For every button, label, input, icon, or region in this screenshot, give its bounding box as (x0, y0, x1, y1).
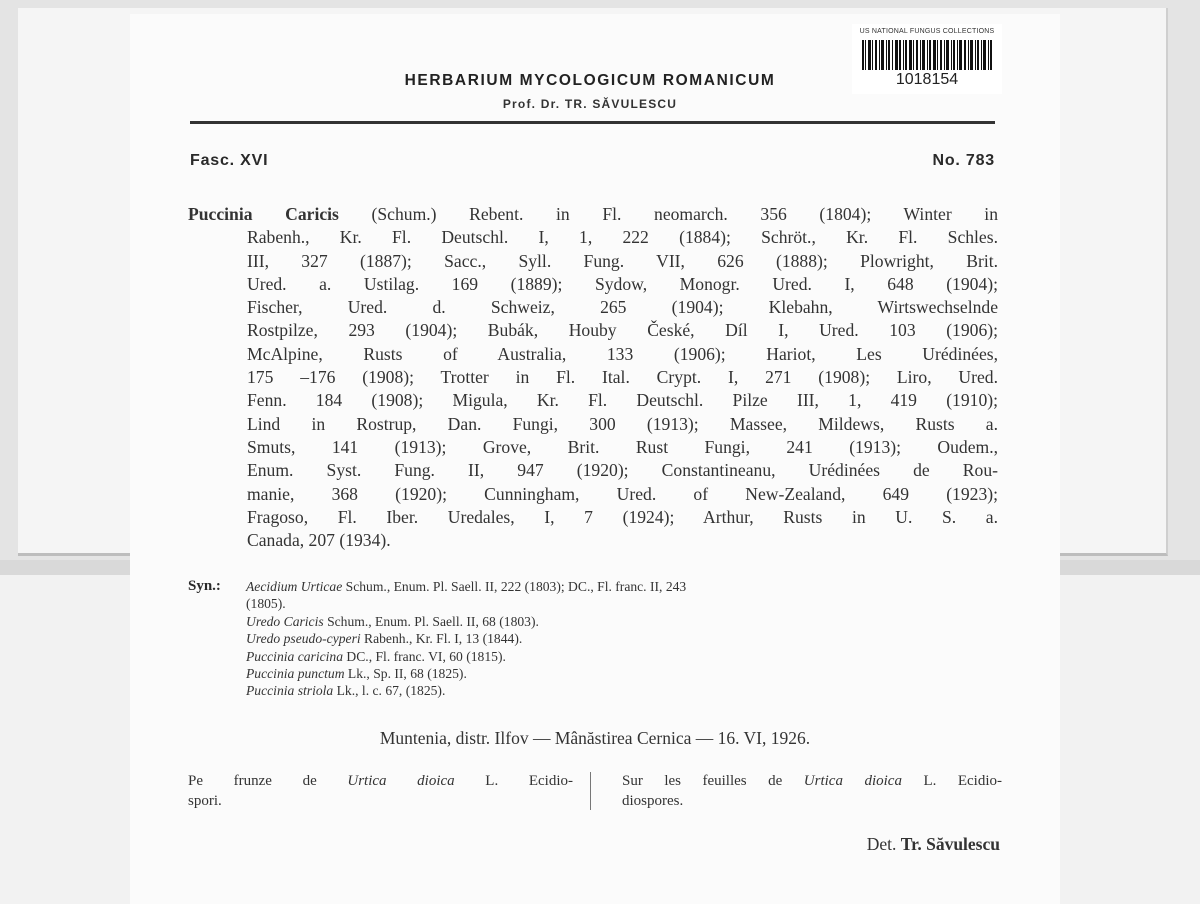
synonym-name: Uredo Caricis (246, 613, 324, 629)
synonym-ref: Lk., l. c. 67, (1825). (333, 683, 446, 699)
synonym-item (246, 648, 1006, 665)
citation-line: Ured. a. Ustilag. 169 (1889); Sydow, Monogr. Ured. I, 648 (1904); (247, 273, 998, 294)
host-pre: Pe frunze de (188, 773, 348, 789)
determiner (867, 834, 1000, 855)
herbarium-subtitle: Prof. Dr. TR. SĂVULESCU (502, 97, 678, 111)
citation-line: Rostpilze, 293 (1904); Bubák, Houby České, Díl I, Ured. 103 (1906); (247, 320, 998, 341)
synonym-ref: Schum., Enum. Pl. Saell. II, 68 (1803). (323, 613, 539, 629)
citation-line: Fenn. 184 (1908); Migula, Kr. Fl. Deutschl. Pilze III, 1, 419 (1910); (247, 390, 998, 411)
citation-line: 175 –176 (1908); Trotter in Fl. Ital. Crypt. I, 271 (1908); Liro, Ured. (247, 367, 998, 388)
determiner-name: Tr. Săvulescu (900, 834, 1000, 854)
citation-line: Smuts, 141 (1913); Grove, Brit. Rust Fungi, 241 (1913); Oudem., (247, 436, 998, 457)
barcode-number: 1018154 (895, 71, 959, 88)
synonym-ref: Schum., Enum. Pl. Saell. II, 222 (1803); DC., Fl. franc. II, 243 (342, 579, 687, 594)
specimen-number: No. 783 (932, 152, 995, 169)
citation-line: Rabenh., Kr. Fl. Deutschl. I, 1, 222 (1884); Schröt., Kr. Fl. Schles. (247, 227, 998, 248)
species-name: Puccinia Caricis (188, 204, 339, 224)
synonym-name: Puccinia punctum (246, 666, 345, 682)
synonym-item (246, 613, 1006, 630)
citation-line: Lind in Rostrup, Dan. Fungi, 300 (1913); Massee, Mildews, Rusts a. (247, 413, 998, 434)
synonyms-list (246, 578, 1006, 700)
collection-locality: Muntenia, distr. Ilfov — Mânăstirea Cernica — 16. VI, 1926. (379, 728, 811, 748)
synonym-ref: Rabenh., Kr. Fl. I, 13 (1844). (360, 631, 523, 647)
host-post: L. Ecidio- (454, 773, 574, 789)
citation-line: Fischer, Ured. d. Schweiz, 265 (1904); Klebahn, Wirtswechselnde (247, 297, 998, 318)
host-line: spori. (188, 793, 222, 809)
synonym-ref: Lk., Sp. II, 68 (1825). (344, 666, 467, 682)
barcode-title: US NATIONAL FUNGUS COLLECTIONS (859, 28, 995, 35)
host-line: diospores. (622, 793, 684, 809)
synonyms-label: Syn.: (188, 578, 221, 594)
citation-block (188, 203, 998, 552)
host-line (622, 771, 1002, 791)
barcode-icon (862, 40, 992, 70)
citation-line: III, 327 (1887); Sacc., Syll. Fung. VII, 626 (1888); Plowright, Brit. (247, 250, 998, 271)
citation-line: McAlpine, Rusts of Australia, 133 (1906); Hariot, Les Urédinées, (247, 343, 998, 364)
host-pre: Sur les feuilles de (622, 773, 804, 789)
fascicle-label: Fasc. XVI (190, 152, 269, 169)
herbarium-title: HERBARIUM MYCOLOGICUM ROMANICUM (404, 72, 776, 89)
synonym-item (246, 682, 1006, 699)
citation-line: Canada, 207 (1934). (247, 530, 391, 551)
host-note-romanian (188, 771, 573, 811)
citation-line: manie, 368 (1920); Cunningham, Ured. of New-Zealand, 649 (1923); (247, 483, 998, 504)
host-name: Urtica dioica (803, 773, 902, 789)
citation-line: Fragoso, Fl. Iber. Uredales, I, 7 (1924); Arthur, Rusts in U. S. a. (247, 506, 998, 527)
determiner-prefix: Det. (866, 834, 897, 854)
synonym-ref: (1805). (246, 596, 286, 612)
synonym-ref: DC., Fl. franc. VI, 60 (1815). (343, 648, 506, 664)
host-name: Urtica dioica (347, 773, 455, 789)
host-line (188, 771, 573, 791)
host-post: L. Ecidio- (901, 773, 1003, 789)
synonym-item (246, 595, 1006, 612)
synonym-name: Puccinia caricina (246, 648, 344, 664)
column-divider (590, 772, 591, 810)
synonym-name: Aecidium Urticae (246, 579, 343, 594)
synonym-name: Puccinia striola (246, 683, 334, 699)
citation-line-rest: (Schum.) Rebent. in Fl. neomarch. 356 (1804); Winter in (338, 204, 998, 224)
synonym-item (246, 665, 1006, 682)
synonym-item (246, 578, 1006, 595)
synonym-name: Uredo pseudo-cyperi (246, 631, 361, 647)
host-note-french (622, 771, 1002, 811)
synonym-item (246, 630, 1006, 647)
citation-line (188, 203, 998, 226)
header-rule (190, 121, 995, 124)
citation-line: Enum. Syst. Fung. II, 947 (1920); Constantineanu, Urédinées de Rou- (247, 460, 998, 481)
